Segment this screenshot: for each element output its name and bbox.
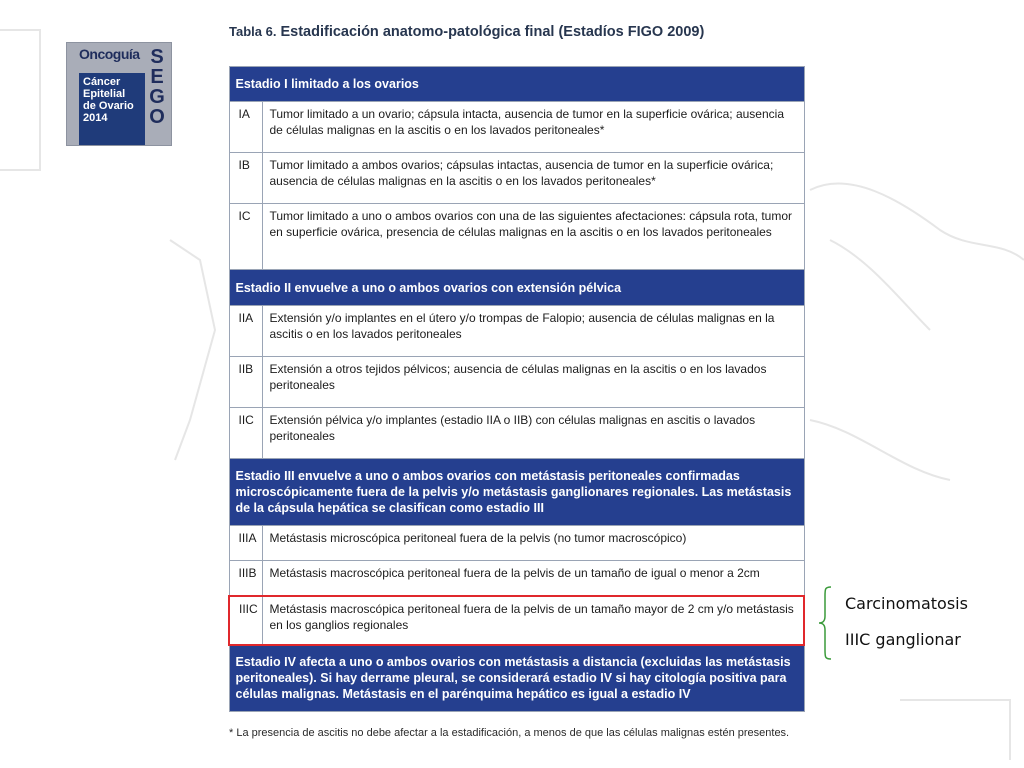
logo-letter: O (149, 106, 165, 128)
table-row (229, 357, 804, 408)
stage-code: IIC (229, 408, 262, 459)
table-title (229, 24, 704, 40)
stage-code: IIB (229, 357, 262, 408)
section-header-row (229, 67, 804, 102)
table-row (229, 561, 804, 596)
section-header: Estadio IV afecta a uno o ambos ovarios con metástasis a distancia (excluidas las metástasis peritoneales). Si hay derrame pleural, se considerará estadio IV si hay citología positiva para células malignas. Metástasis en el parénquima hepático es igual a estadio IV (229, 645, 804, 712)
stage-code: IA (229, 102, 262, 153)
table-row (229, 204, 804, 270)
section-header-row (229, 459, 804, 526)
section-header-row (229, 645, 804, 712)
staging-table (228, 66, 805, 712)
logo-line: 2014 (83, 112, 108, 124)
stage-code: IB (229, 153, 262, 204)
stage-description: Extensión a otros tejidos pélvicos; ausencia de células malignas en la ascitis o en los lavados peritoneales (262, 357, 804, 408)
section-header: Estadio II envuelve a uno o ambos ovarios con extensión pélvica (229, 270, 804, 306)
logo-line: de Ovario (83, 100, 134, 112)
logo-letter: E (150, 66, 164, 88)
stage-description: Extensión y/o implantes en el útero y/o trompas de Falopio; ausencia de células malignas en la ascitis o en los lavados peritoneales (262, 306, 804, 357)
stage-code: IIIC (229, 596, 262, 645)
table-row-highlighted (229, 596, 804, 645)
table-row (229, 306, 804, 357)
logo-sego (149, 47, 165, 127)
logo-line: Cáncer (83, 76, 121, 88)
table-row (229, 102, 804, 153)
stage-description: Tumor limitado a un ovario; cápsula intacta, ausencia de tumor en la superficie ovárica; ausencia de células malignas en la ascitis o en los lavados peritoneales* (262, 102, 804, 153)
table-row (229, 153, 804, 204)
stage-description: Metástasis macroscópica peritoneal fuera de la pelvis de un tamaño de igual o menor a 2cm (262, 561, 804, 596)
table-title-prefix: Tabla 6. (229, 24, 277, 39)
stage-description: Tumor limitado a ambos ovarios; cápsulas intactas, ausencia de tumor en la superficie ovárica; ausencia de células malignas en la ascitis o en los lavados peritoneales* (262, 153, 804, 204)
table-title-text: Estadificación anatomo-patológica final (Estadíos FIGO 2009) (280, 24, 705, 40)
logo-brand: Oncoguía (79, 46, 140, 62)
section-header: Estadio I limitado a los ovarios (229, 67, 804, 102)
stage-description: Metástasis macroscópica peritoneal fuera de la pelvis de un tamaño mayor de 2 cm y/o metástasis en los ganglios regionales (262, 596, 804, 645)
footnote: * La presencia de ascitis no debe afectar a la estadificación, a menos de que las células malignas estén presentes. (229, 727, 790, 739)
section-header: Estadio III envuelve a uno o ambos ovarios con metástasis peritoneales confirmadas microscópicamente fuera de la pelvis y/o metástasis ganglionares regionales. Las metástasis de la cápsula hepática se clasifican como estadio III (229, 459, 804, 526)
logo-letter: S (150, 46, 164, 68)
logo-subtitle (79, 73, 145, 145)
table-row (229, 408, 804, 459)
stage-code: IC (229, 204, 262, 270)
annotation-carcinomatosis: Carcinomatosis (845, 594, 968, 613)
stage-description: Metástasis microscópica peritoneal fuera de la pelvis (no tumor macroscópico) (262, 526, 804, 561)
table-row (229, 526, 804, 561)
stage-code: IIA (229, 306, 262, 357)
oncoguia-logo (66, 42, 172, 146)
curly-brace-icon (818, 586, 832, 660)
stage-description: Extensión pélvica y/o implantes (estadio IIA o IIB) con células malignas en ascitis o lavados peritoneales (262, 408, 804, 459)
stage-code: IIIB (229, 561, 262, 596)
stage-code: IIIA (229, 526, 262, 561)
annotation-iiic-ganglionar: IIIC ganglionar (845, 630, 961, 649)
section-header-row (229, 270, 804, 306)
logo-line: Epitelial (83, 88, 126, 100)
stage-description: Tumor limitado a uno o ambos ovarios con una de las siguientes afectaciones: cápsula rota, tumor en superficie ovárica, presencia de células malignas en la ascitis o en los lavados peritoneales (262, 204, 804, 270)
logo-letter: G (149, 86, 165, 108)
